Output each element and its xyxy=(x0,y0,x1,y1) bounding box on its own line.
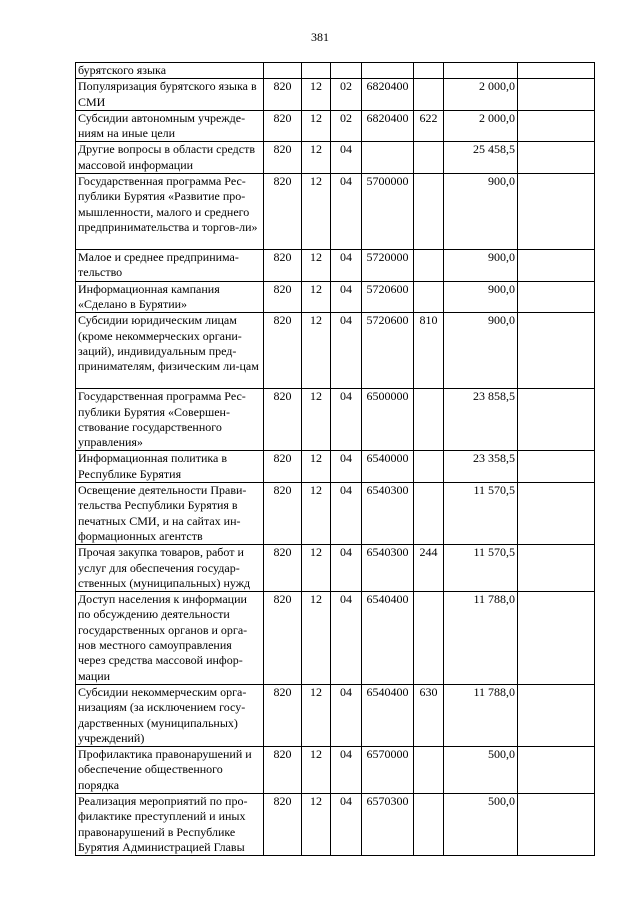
cell-target-article: 6820400 xyxy=(362,110,414,142)
table-row xyxy=(76,389,595,451)
table-row xyxy=(76,684,595,746)
cell-expense-type xyxy=(414,63,444,79)
cell-subsection: 04 xyxy=(331,747,362,794)
cell-grbs: 820 xyxy=(264,747,302,794)
cell-expense-type xyxy=(414,747,444,794)
cell-amount: 11 788,0 xyxy=(444,684,518,746)
cell-grbs: 820 xyxy=(264,281,302,313)
cell-amount: 23 858,5 xyxy=(444,389,518,451)
cell-extra xyxy=(518,793,595,855)
cell-section: 12 xyxy=(302,281,331,313)
table-row xyxy=(76,483,595,545)
cell-amount xyxy=(444,63,518,79)
cell-subsection: 04 xyxy=(331,451,362,483)
cell-target-article: 6540000 xyxy=(362,451,414,483)
cell-amount: 11 570,5 xyxy=(444,483,518,545)
cell-section: 12 xyxy=(302,142,331,174)
cell-extra xyxy=(518,281,595,313)
cell-subsection: 04 xyxy=(331,684,362,746)
budget-table xyxy=(75,62,595,856)
cell-target-article: 6540300 xyxy=(362,545,414,592)
cell-target-article xyxy=(362,63,414,79)
cell-section xyxy=(302,63,331,79)
cell-name: Малое и среднее предпринима-тельство xyxy=(76,250,264,282)
cell-amount: 23 358,5 xyxy=(444,451,518,483)
cell-target-article: 5720000 xyxy=(362,250,414,282)
table-row xyxy=(76,545,595,592)
cell-grbs: 820 xyxy=(264,483,302,545)
cell-target-article xyxy=(362,142,414,174)
cell-name: Прочая закупка товаров, работ и услуг для обеспечения государ-ственных (муниципальных) нужд xyxy=(76,545,264,592)
cell-subsection: 04 xyxy=(331,313,362,389)
cell-subsection: 02 xyxy=(331,79,362,111)
cell-name: Субсидии юридическим лицам (кроме некоммерческих органи-заций), индивидуальным пред-принимателям, физическим ли-цам xyxy=(76,313,264,389)
cell-grbs: 820 xyxy=(264,110,302,142)
cell-subsection xyxy=(331,63,362,79)
cell-amount: 900,0 xyxy=(444,174,518,250)
cell-name: Профилактика правонарушений и обеспечение общественного порядка xyxy=(76,747,264,794)
cell-target-article: 5720600 xyxy=(362,313,414,389)
cell-grbs xyxy=(264,63,302,79)
table-row xyxy=(76,793,595,855)
cell-section: 12 xyxy=(302,747,331,794)
cell-amount: 25 458,5 xyxy=(444,142,518,174)
cell-name: Информационная политика в Республике Бурятия xyxy=(76,451,264,483)
cell-subsection: 04 xyxy=(331,793,362,855)
cell-subsection: 04 xyxy=(331,483,362,545)
cell-target-article: 5700000 xyxy=(362,174,414,250)
cell-extra xyxy=(518,684,595,746)
cell-target-article: 6570000 xyxy=(362,747,414,794)
cell-extra xyxy=(518,63,595,79)
cell-grbs: 820 xyxy=(264,793,302,855)
cell-section: 12 xyxy=(302,389,331,451)
cell-grbs: 820 xyxy=(264,142,302,174)
table-row xyxy=(76,281,595,313)
cell-section: 12 xyxy=(302,110,331,142)
cell-expense-type: 244 xyxy=(414,545,444,592)
cell-extra xyxy=(518,592,595,685)
table-row xyxy=(76,63,595,79)
cell-grbs: 820 xyxy=(264,451,302,483)
cell-subsection: 04 xyxy=(331,142,362,174)
cell-section: 12 xyxy=(302,79,331,111)
cell-name: Субсидии автономным учрежде-ниям на иные цели xyxy=(76,110,264,142)
cell-amount: 900,0 xyxy=(444,281,518,313)
cell-name: Информационная кампания «Сделано в Бурятии» xyxy=(76,281,264,313)
cell-grbs: 820 xyxy=(264,684,302,746)
cell-subsection: 04 xyxy=(331,250,362,282)
cell-expense-type xyxy=(414,483,444,545)
cell-grbs: 820 xyxy=(264,545,302,592)
cell-amount: 900,0 xyxy=(444,313,518,389)
cell-subsection: 02 xyxy=(331,110,362,142)
cell-extra xyxy=(518,313,595,389)
cell-expense-type xyxy=(414,592,444,685)
cell-extra xyxy=(518,174,595,250)
cell-extra xyxy=(518,747,595,794)
cell-grbs: 820 xyxy=(264,79,302,111)
cell-expense-type xyxy=(414,142,444,174)
cell-name: Субсидии некоммерческим орга-низациям (за исключением госу-дарственных (муниципальных) учреждений) xyxy=(76,684,264,746)
table-row xyxy=(76,451,595,483)
cell-expense-type xyxy=(414,250,444,282)
cell-name: Государственная программа Рес-публики Бурятия «Развитие про-мышленности, малого и среднего предпринимательства и торгов-ли» xyxy=(76,174,264,250)
cell-section: 12 xyxy=(302,545,331,592)
cell-expense-type xyxy=(414,389,444,451)
cell-section: 12 xyxy=(302,250,331,282)
cell-section: 12 xyxy=(302,174,331,250)
cell-target-article: 6820400 xyxy=(362,79,414,111)
cell-expense-type: 630 xyxy=(414,684,444,746)
cell-grbs: 820 xyxy=(264,174,302,250)
cell-subsection: 04 xyxy=(331,592,362,685)
cell-expense-type: 622 xyxy=(414,110,444,142)
cell-amount: 500,0 xyxy=(444,747,518,794)
table-row xyxy=(76,79,595,111)
cell-target-article: 6540400 xyxy=(362,592,414,685)
cell-extra xyxy=(518,142,595,174)
cell-target-article: 6540400 xyxy=(362,684,414,746)
cell-expense-type xyxy=(414,793,444,855)
cell-target-article: 5720600 xyxy=(362,281,414,313)
cell-extra xyxy=(518,545,595,592)
cell-expense-type xyxy=(414,281,444,313)
cell-grbs: 820 xyxy=(264,592,302,685)
cell-extra xyxy=(518,250,595,282)
cell-section: 12 xyxy=(302,592,331,685)
table-row xyxy=(76,110,595,142)
table-row xyxy=(76,250,595,282)
cell-expense-type xyxy=(414,174,444,250)
cell-subsection: 04 xyxy=(331,545,362,592)
cell-name: Освещение деятельности Прави-тельства Республики Бурятия в печатных СМИ, и на сайтах ин-формационных агентств xyxy=(76,483,264,545)
cell-section: 12 xyxy=(302,313,331,389)
cell-section: 12 xyxy=(302,451,331,483)
table-row xyxy=(76,142,595,174)
cell-section: 12 xyxy=(302,684,331,746)
cell-grbs: 820 xyxy=(264,389,302,451)
cell-amount: 11 788,0 xyxy=(444,592,518,685)
cell-name: бурятского языка xyxy=(76,63,264,79)
cell-name: Государственная программа Рес-публики Бурятия «Совершен-ствование государственного управления» xyxy=(76,389,264,451)
page-number: 381 xyxy=(311,30,329,44)
budget-table-body xyxy=(76,63,595,856)
cell-extra xyxy=(518,110,595,142)
cell-section: 12 xyxy=(302,793,331,855)
cell-extra xyxy=(518,389,595,451)
cell-amount: 11 570,5 xyxy=(444,545,518,592)
cell-subsection: 04 xyxy=(331,389,362,451)
cell-target-article: 6540300 xyxy=(362,483,414,545)
cell-subsection: 04 xyxy=(331,174,362,250)
cell-target-article: 6500000 xyxy=(362,389,414,451)
table-row xyxy=(76,592,595,685)
cell-extra xyxy=(518,451,595,483)
cell-section: 12 xyxy=(302,483,331,545)
cell-expense-type xyxy=(414,451,444,483)
cell-extra xyxy=(518,483,595,545)
cell-name: Доступ населения к информации по обсуждению деятельности государственных органов и орга-нов местного самоуправления через средства массовой инфор-мации xyxy=(76,592,264,685)
cell-expense-type xyxy=(414,79,444,111)
cell-grbs: 820 xyxy=(264,250,302,282)
cell-target-article: 6570300 xyxy=(362,793,414,855)
cell-amount: 2 000,0 xyxy=(444,110,518,142)
table-row xyxy=(76,747,595,794)
cell-expense-type: 810 xyxy=(414,313,444,389)
cell-name: Другие вопросы в области средств массовой информации xyxy=(76,142,264,174)
table-row xyxy=(76,174,595,250)
cell-name: Реализация мероприятий по про-филактике преступлений и иных правонарушений в Республике Бурятия Администрацией Главы xyxy=(76,793,264,855)
cell-amount: 900,0 xyxy=(444,250,518,282)
table-row xyxy=(76,313,595,389)
cell-subsection: 04 xyxy=(331,281,362,313)
cell-name: Популяризация бурятского языка в СМИ xyxy=(76,79,264,111)
cell-extra xyxy=(518,79,595,111)
cell-amount: 500,0 xyxy=(444,793,518,855)
cell-grbs: 820 xyxy=(264,313,302,389)
cell-amount: 2 000,0 xyxy=(444,79,518,111)
